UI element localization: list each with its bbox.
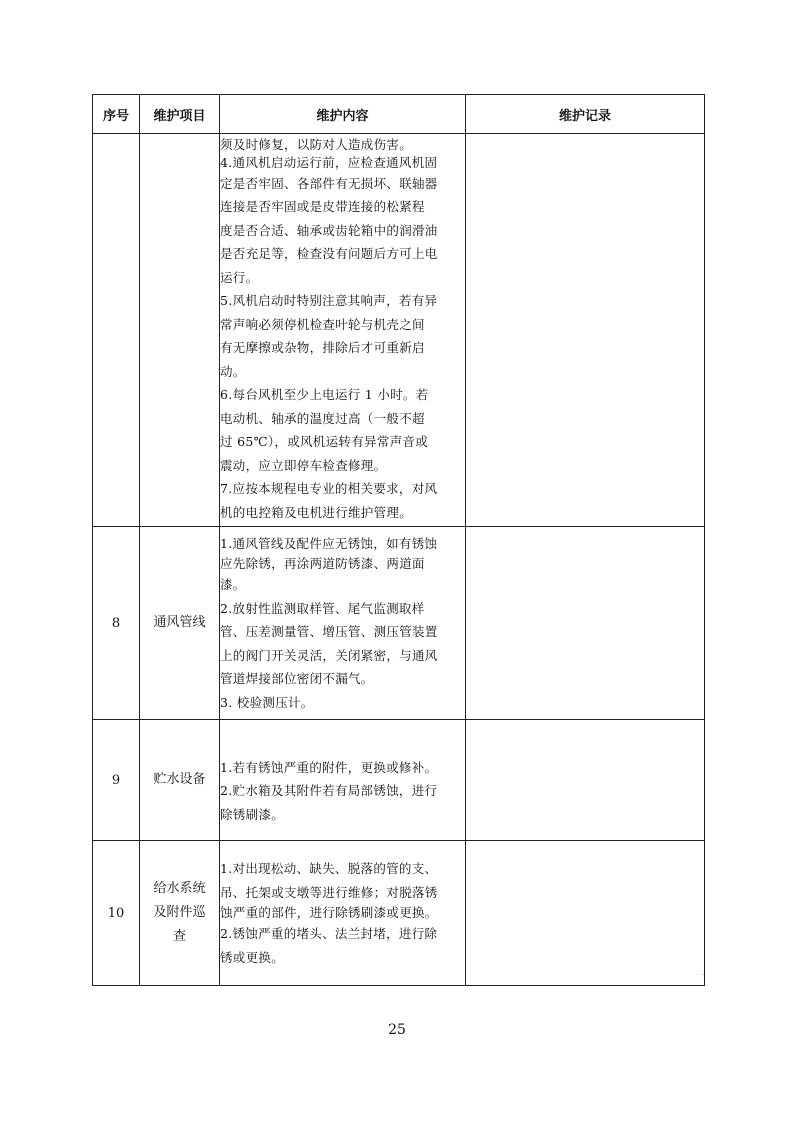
content-line: 震动，应立即停车检查修理。 [220, 457, 387, 473]
row-record [466, 841, 705, 986]
row-record [466, 720, 705, 841]
row-content [220, 527, 466, 720]
row-number: 9 [93, 720, 140, 841]
row-number: 10 [93, 841, 140, 986]
content-line: 吊、托架或支墩等进行维修；对脱落锈 [220, 884, 438, 900]
content-line: 常声响必须停机检查叶轮与机壳之间 [220, 316, 425, 332]
content-line: 1.对出现松动、缺失、脱落的管的支、 [220, 861, 438, 876]
row-item [140, 841, 220, 986]
row-item: 通风管线 [140, 527, 220, 720]
row-item: 贮水设备 [140, 720, 220, 841]
content-line: 蚀严重的部件，进行除锈刷漆或更换。 [220, 905, 438, 920]
row-content [220, 134, 466, 527]
content-line: 是否充足等，检查没有问题后方可上电 [220, 246, 438, 262]
row-number: 8 [93, 527, 140, 720]
content-line: 管、压差测量管、增压管、测压管装置 [220, 624, 438, 640]
row-item [140, 134, 220, 527]
content-line: 电动机、轴承的温度过高（一般不超 [220, 410, 425, 426]
content-line: 1.若有锈蚀严重的附件，更换或修补。 [220, 759, 438, 775]
content-line: 度是否合适、轴承或齿轮箱中的润滑油 [220, 222, 438, 238]
content-line: 须及时修复，以防对人造成伤害。 [220, 136, 413, 152]
header-no: 序号 [93, 95, 140, 134]
item-line: 查 [172, 929, 186, 944]
content-line: 定是否牢固、各部件有无损坏、联轴器 [220, 175, 438, 191]
content-line: 3. 校验测压计。 [220, 694, 314, 710]
row-record [466, 134, 705, 527]
row-record [466, 527, 705, 720]
row-content [220, 841, 466, 986]
content-line: 连接是否牢固或是皮带连接的松紧程 [220, 199, 425, 215]
content-line: 5.风机启动时特别注意其响声，若有异 [220, 293, 438, 309]
table-row [93, 841, 705, 986]
content-line: 1.通风管线及配件应无锈蚀，如有锈蚀 [220, 535, 438, 551]
header-record: 维护记录 [466, 95, 705, 134]
content-line: 6.每台风机至少上电运行 1 小时。若 [220, 387, 429, 403]
content-line: 应先除锈，再涂两道防锈漆、两道面 [220, 556, 425, 572]
content-line: 运行。 [220, 269, 259, 285]
item-line: 给水系统 [153, 881, 206, 896]
corner-mark: · [702, 972, 704, 979]
content-line: 上的阀门开关灵活，关闭紧密，与通风 [220, 647, 438, 663]
content-line: 过 65℃），或风机运转有异常声音或 [220, 434, 429, 450]
content-line: 机的电控箱及电机进行维护管理。 [220, 504, 413, 520]
content-line: 有无摩擦或杂物，排除后才可重新启 [220, 340, 425, 356]
header-item: 维护项目 [140, 95, 220, 134]
page-number: 25 [388, 1022, 406, 1038]
header-row [93, 95, 705, 134]
content-line: 管道焊接部位密闭不漏气。 [220, 671, 374, 687]
content-line: 2.贮水箱及其附件若有局部锈蚀，进行 [220, 783, 438, 799]
content-line: 2.放射性监测取样管、尾气监测取样 [220, 600, 425, 616]
header-content: 维护内容 [220, 95, 466, 134]
content-line: 7.应按本规程电专业的相关要求，对风 [220, 481, 438, 497]
maintenance-table [92, 94, 705, 986]
content-line: 漆。 [220, 577, 246, 593]
content-line: 2.锈蚀严重的堵头、法兰封堵，进行除 [220, 926, 438, 941]
table-row [93, 720, 705, 841]
content-line: 锈或更换。 [220, 949, 285, 965]
content-line: 动。 [220, 363, 246, 379]
row-content [220, 720, 466, 841]
table-row [93, 134, 705, 527]
content-line: 除锈刷漆。 [220, 806, 285, 822]
table-row [93, 527, 705, 720]
row-number [93, 134, 140, 527]
content-line: 4.通风机启动运行前，应检查通风机固 [220, 154, 438, 170]
item-line: 及附件巡 [153, 905, 206, 920]
